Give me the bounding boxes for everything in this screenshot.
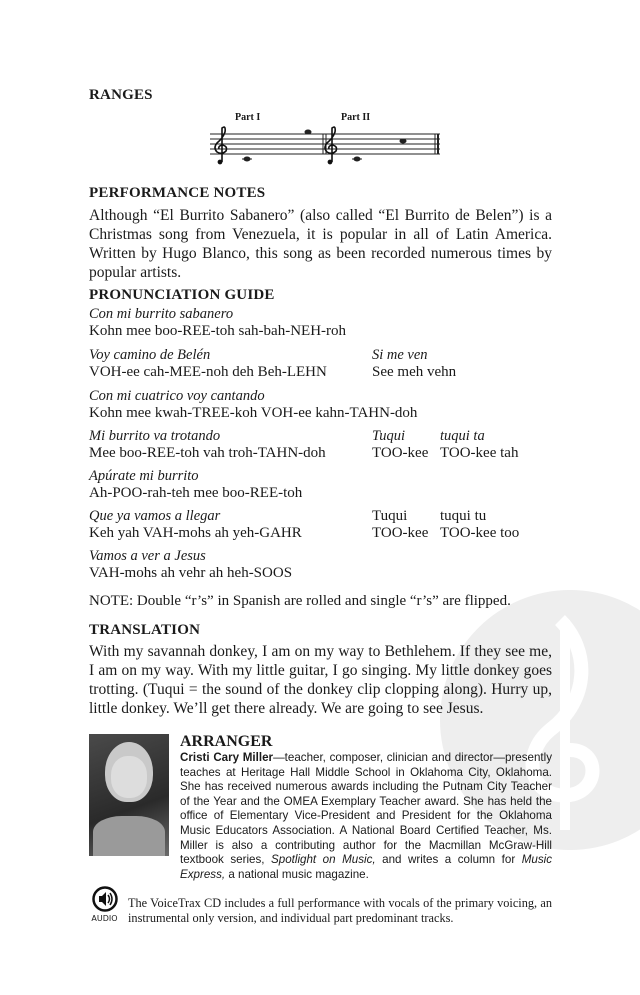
pronunciation-line: Keh yah VAH-mohs ah yeh-GAHR [89,525,302,541]
treble-clef-icon [215,127,227,164]
pron-row [89,468,302,502]
pron-row-col2 [372,428,428,462]
magazine-title: Music Express, [180,853,552,881]
audio-row [89,886,552,926]
spanish-line: Voy camino de Belén [89,347,211,363]
pron-row-col2 [372,347,456,381]
treble-clef-icon [325,127,337,164]
pronunciation-line: TOO-kee [372,525,429,541]
spanish-line: Apúrate mi burrito [89,468,199,484]
part-2-label: Part II [341,112,371,123]
bio-text: —teacher, composer, clinician and director—presently teaches at Heritage Hall Middle School in Oklahoma City, Oklahoma. She has received numerous awards including the Putnam City Teacher of the Year and the OMEA Exemplary Teacher award. She has held the office of Elementary Vice-President and President for the Oklahoma Music Educators Association. A National Board Certified Teacher, Ms. Miller is also a contributing author for the Macmillan McGraw-Hill textbook series, [180,751,552,867]
pronunciation-line: TOO-kee [372,445,429,461]
ranges-staff [205,112,445,174]
pron-row-col2 [372,508,428,542]
pron-row [89,388,417,422]
pronunciation-line: TOO-kee tah [440,445,519,461]
ranges-heading: RANGES [89,87,153,103]
spanish-line: Con mi burrito sabanero [89,306,234,322]
performance-notes-heading: PERFORMANCE NOTES [89,185,266,201]
audio-description: The VoiceTrax CD includes a full performance with vocals of the primary voicing, an instrumental only version, and individual part predominant tracks. [128,896,552,926]
pron-row-col3 [440,508,519,542]
part-1-label: Part I [235,112,261,123]
pronunciation-note: NOTE: Double “r’s” in Spanish are rolled and single “r’s” are flipped. [89,593,511,609]
arranger-heading: ARRANGER [180,733,273,750]
staff-notation [205,112,445,174]
pron-row [89,428,326,462]
pron-row [89,306,346,340]
bio-text: and writes a column for [375,853,522,867]
pronunciation-line: VOH-ee cah-MEE-noh deh Beh-LEHN [89,364,327,380]
spanish-line: Mi burrito va trotando [89,428,221,444]
arranger-bio [180,751,552,882]
translation-heading: TRANSLATION [89,622,201,638]
pronunciation-heading: PRONUNCIATION GUIDE [89,287,275,303]
pronunciation-line: TOO-kee too [440,525,520,541]
spanish-line: Con mi cuatrico voy cantando [89,388,265,404]
bio-text: a national music magazine. [225,867,369,881]
audio-icon [92,886,118,912]
pronunciation-line: Ah-POO-rah-teh mee boo-REE-toh [89,485,303,501]
pron-row-col3 [440,428,518,462]
book-title: Spotlight on Music, [271,853,376,867]
spanish-line: tuqui ta [440,428,485,444]
audio-label: AUDIO [91,914,118,924]
pron-row [89,508,302,542]
pron-row [89,548,292,582]
pronunciation-line: VAH-mohs ah vehr ah heh-SOOS [89,565,293,581]
spanish-line: Tuqui [372,508,408,524]
arranger-section [89,733,552,926]
arranger-photo [89,734,169,856]
spanish-line: Que ya vamos a llegar [89,508,221,524]
spanish-line: Vamos a ver a Jesus [89,548,206,564]
pron-row [89,347,327,381]
spanish-line: Si me ven [372,347,428,363]
performance-notes-text: Although “El Burrito Sabanero” (also called “El Burrito de Belen”) is a Christmas song from Venezuela, it is popular in all of Latin America. Written by Hugo Blanco, this song as been recorded numerous times by popular artists. [89,207,552,281]
translation-text: With my savannah donkey, I am on my way to Bethlehem. If they see me, I am on my way. With my little guitar, I go singing. My little donkey goes trotting. (Tuqui = the sound of the donkey clip clopping along). Hurry up, little donkey. We’ll get there already. We are going to see Jesus. [89,643,552,717]
spanish-line: Tuqui [372,428,406,444]
pronunciation-line: Mee boo-REE-toh vah troh-TAHN-doh [89,445,326,461]
pronunciation-line: See meh vehn [372,364,457,380]
pronunciation-line: Kohn mee kwah-TREE-koh VOH-ee kahn-TAHN-doh [89,405,418,421]
spanish-line: tuqui tu [440,508,487,524]
arranger-name: Cristi Cary Miller [180,751,274,764]
pronunciation-line: Kohn mee boo-REE-toh sah-bah-NEH-roh [89,323,347,339]
